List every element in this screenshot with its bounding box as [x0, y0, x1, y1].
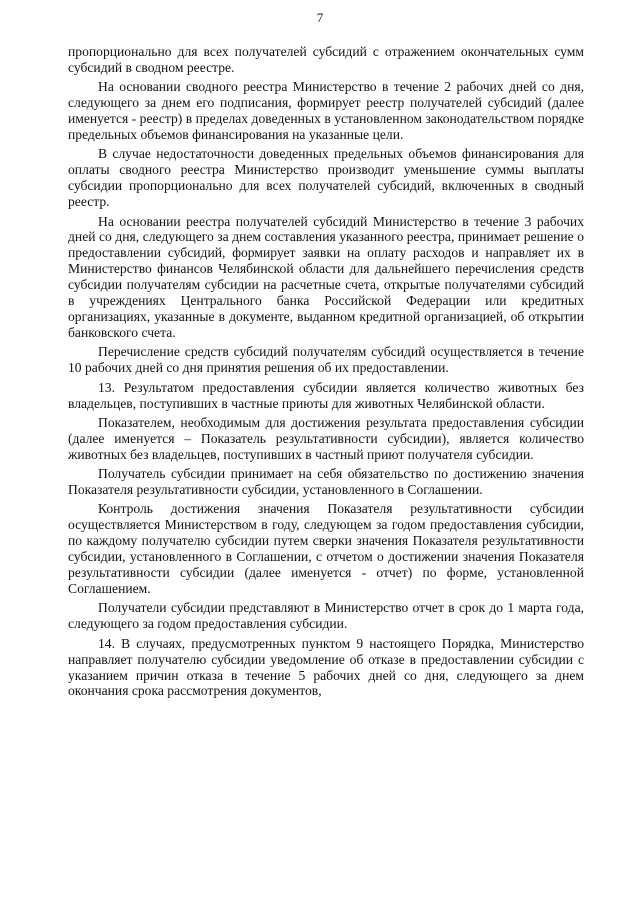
paragraph-4: На основании реестра получателей субсидий Министерство в течение 3 рабочих дней со дня, следующего за днем составления указанного реестра, принимает решение о предоставлении субсидий, формирует заявки на оплату расходов и направляет их в Министерство финансов Челябинской области для дальнейшего перечисления средств субсидии получателям субсидии на расчетные счета, открытые получателями субсидий в учреждениях Центрального банка Российской Федерации или кредитных организациях, указанные в документе, выданном кредитной организацией, об открытии банковского счета.: [68, 213, 584, 340]
paragraph-8: Получатель субсидии принимает на себя обязательство по достижению значения Показателя результативности субсидии, установленного в Соглашении.: [68, 466, 584, 498]
page-number: 7: [316, 10, 324, 25]
paragraph-1: пропорционально для всех получателей субсидий с отражением окончательных сумм субсидий в сводном реестре.: [68, 44, 584, 75]
paragraph-2: На основании сводного реестра Министерство в течение 2 рабочих дней со дня, следующего за днем его подписания, формирует реестр получателей субсидий (далее именуется - реестр) в пределах доведенных в установленном законодательством порядке предельных объемов финансирования на указанные цели.: [68, 79, 584, 143]
paragraph-11: 14. В случаях, предусмотренных пунктом 9 настоящего Порядка, Министерство направляет получателю субсидии уведомление об отказе в предоставлении субсидии с указанием причин отказа в течение 5 рабочих дней со дня, следующего за днем окончания срока рассмотрения документов,: [68, 635, 584, 699]
paragraph-9: Контроль достижения значения Показателя результативности субсидии осуществляется Министерством в году, следующем за годом предоставления субсидии, по каждому получателю субсидии путем сверки значения Показателя результативности субсидии, установленного в Соглашении, с отчетом о достижении значения Показателя результативности субсидии (далее именуется - отчет) по форме, установленной Соглашением.: [68, 501, 584, 596]
paragraph-7: Показателем, необходимым для достижения результата предоставления субсидии (далее именуется – Показатель результативности субсидии), является количество животных без владельцев, поступивших в частный приют получателя субсидии.: [68, 414, 584, 462]
paragraph-10: Получатели субсидии представляют в Министерство отчет в срок до 1 марта года, следующего за годом предоставления субсидии.: [68, 600, 584, 632]
paragraph-6: 13. Результатом предоставления субсидии является количество животных без владельцев, поступивших в частные приюты для животных Челябинской области.: [68, 379, 584, 411]
document-body: [68, 44, 584, 703]
paragraph-5: Перечисление средств субсидий получателям субсидий осуществляется в течение 10 рабочих дней со дня принятия решения об их предоставлении.: [68, 344, 584, 376]
paragraph-3: В случае недостаточности доведенных предельных объемов финансирования для оплаты сводного реестра Министерство производит уменьшение суммы выплаты субсидии пропорционально для всех получателей субсидий, включенных в сводный реестр.: [68, 146, 584, 210]
